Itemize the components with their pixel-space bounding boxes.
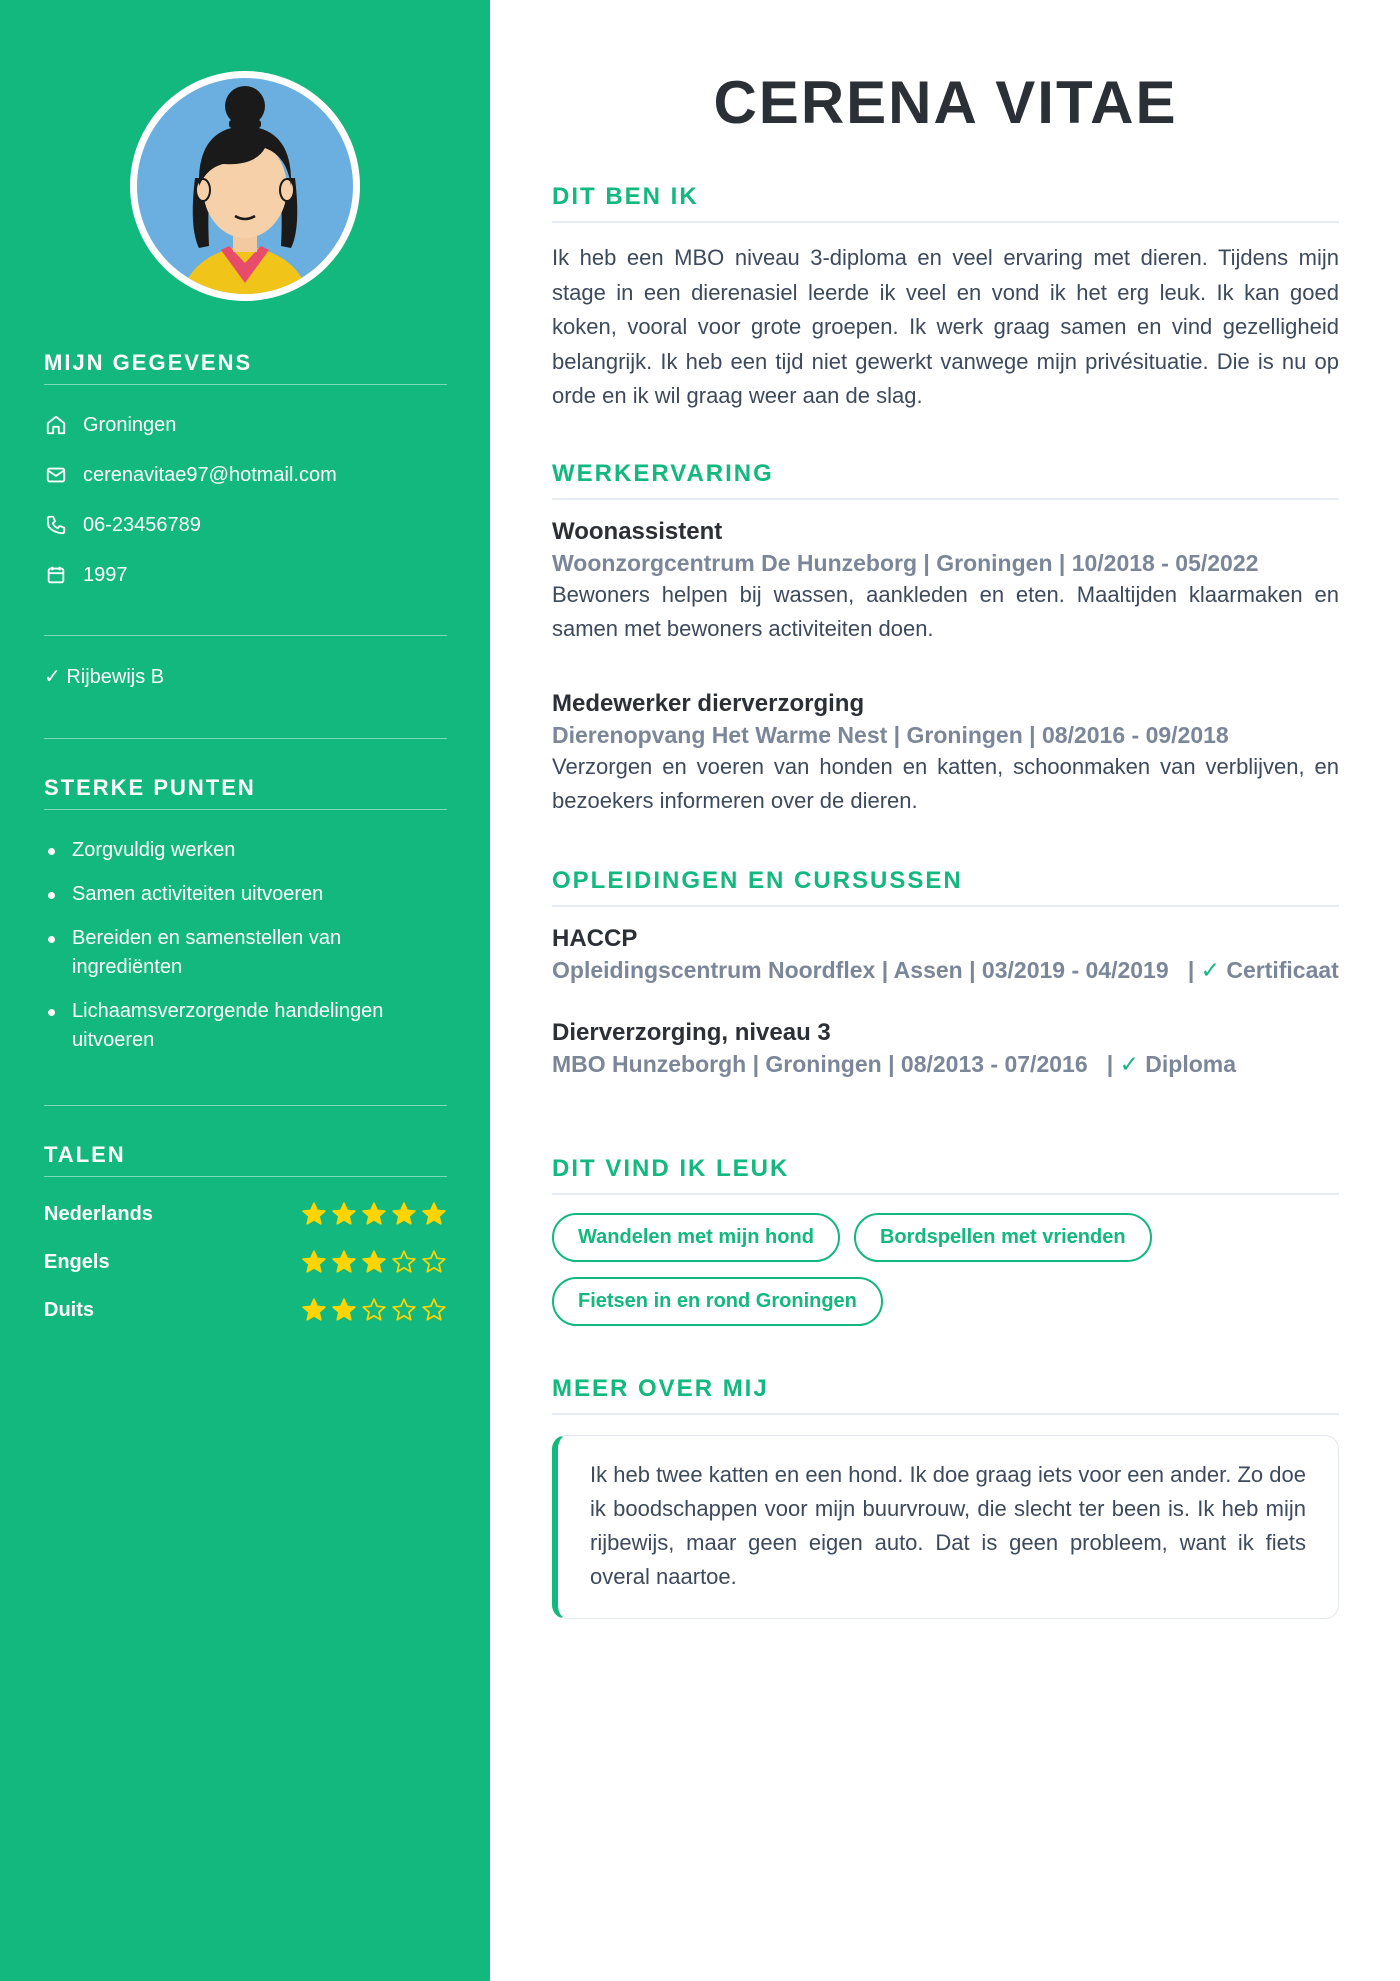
language-row <box>44 1295 447 1325</box>
divider <box>44 738 447 739</box>
about-heading: DIT BEN IK <box>552 183 1339 223</box>
hobby-tag: Wandelen met mijn hond <box>552 1213 840 1262</box>
meta-separator: | <box>1106 1051 1114 1077</box>
languages-section <box>44 1142 447 1343</box>
experience-entry <box>552 516 1339 646</box>
experience-section <box>552 460 1339 818</box>
divider <box>44 1105 447 1106</box>
education-section <box>552 867 1339 1079</box>
avatar <box>130 71 360 301</box>
strength-item: Zorgvuldig werken <box>44 836 447 865</box>
course-meta-text: Opleidingscentrum Noordflex | Assen | 03/2019 - 04/2019 <box>552 957 1169 983</box>
language-rating <box>301 1201 447 1227</box>
star-empty-icon <box>421 1249 447 1275</box>
strength-item: Bereiden en samenstellen van ingrediënten <box>44 924 447 982</box>
star-filled-icon <box>421 1201 447 1227</box>
main-content <box>552 0 1339 1981</box>
job-meta: Dierenopvang Het Warme Nest | Groningen | 08/2016 - 09/2018 <box>552 722 1229 748</box>
details-section <box>44 350 447 613</box>
course-badge: Diploma <box>1145 1051 1237 1077</box>
language-name: Nederlands <box>44 1202 153 1225</box>
star-filled-icon <box>301 1297 327 1323</box>
page-title: CERENA VITAE <box>713 69 1178 136</box>
job-meta: Woonzorgcentrum De Hunzeborg | Groningen | 10/2018 - 05/2022 <box>552 550 1259 576</box>
contact-email[interactable] <box>44 463 447 487</box>
home-icon <box>44 413 68 437</box>
check-icon: ✓ <box>1200 957 1220 983</box>
language-row <box>44 1199 447 1229</box>
strengths-section <box>44 775 447 1070</box>
star-empty-icon <box>421 1297 447 1323</box>
language-name: Engels <box>44 1250 110 1273</box>
hobby-tags <box>552 1213 1252 1326</box>
avatar-illustration <box>137 78 353 294</box>
hobby-tag: Fietsen in en rond Groningen <box>552 1277 883 1326</box>
job-description: Bewoners helpen bij wassen, aankleden en eten. Maaltijden klaarmaken en samen met bewoners activiteiten doen. <box>552 582 1339 641</box>
star-filled-icon <box>361 1201 387 1227</box>
star-filled-icon <box>361 1249 387 1275</box>
job-title: Woonassistent <box>552 518 723 545</box>
hobby-tag: Bordspellen met vrienden <box>854 1213 1152 1262</box>
experience-heading: WERKERVARING <box>552 460 1339 500</box>
language-rating <box>301 1249 447 1275</box>
job-description: Verzorgen en voeren van honden en katten, schoonmaken van verblijven, en bezoekers informeren over de dieren. <box>552 754 1339 813</box>
languages-heading: TALEN <box>44 1142 447 1177</box>
details-heading: MIJN GEGEVENS <box>44 350 447 385</box>
course-title: HACCP <box>552 925 638 952</box>
phone-icon <box>44 513 68 537</box>
course-meta-text: MBO Hunzeborgh | Groningen | 08/2013 - 07/2016 <box>552 1051 1088 1077</box>
course-meta <box>552 1049 1339 1079</box>
language-row <box>44 1247 447 1277</box>
location-text: Groningen <box>83 413 177 436</box>
phone-text[interactable]: 06-23456789 <box>83 513 201 536</box>
about-text: Ik heb een MBO niveau 3-diploma en veel ervaring met dieren. Tijdens mijn stage in een dierenasiel leerde ik veel en vond ik het erg leuk. Ik kan goed koken, vooral voor grote groepen. Ik werk graag samen en vind gezelligheid belangrijk. Ik heb een tijd niet gewerkt vanwege mijn privésituatie. Die is nu op orde en ik wil graag weer aan de slag. <box>552 245 1339 408</box>
star-filled-icon <box>391 1201 417 1227</box>
strengths-heading: STERKE PUNTEN <box>44 775 447 810</box>
star-filled-icon <box>331 1201 357 1227</box>
sidebar <box>0 0 490 1981</box>
hobbies-section <box>552 1155 1339 1326</box>
star-empty-icon <box>391 1249 417 1275</box>
calendar-icon <box>44 563 68 587</box>
more-about-box <box>552 1435 1339 1619</box>
hobbies-heading: DIT VIND IK LEUK <box>552 1155 1339 1195</box>
star-empty-icon <box>361 1297 387 1323</box>
contact-location <box>44 413 447 437</box>
education-heading: OPLEIDINGEN EN CURSUSSEN <box>552 867 1339 907</box>
mail-icon <box>44 463 68 487</box>
star-filled-icon <box>301 1201 327 1227</box>
about-section <box>552 183 1339 414</box>
check-icon: ✓ <box>1119 1051 1139 1077</box>
meta-separator: | <box>1187 957 1195 983</box>
course-meta <box>552 955 1339 985</box>
star-filled-icon <box>331 1249 357 1275</box>
more-about-text: Ik heb twee katten en een hond. Ik doe graag iets voor een ander. Zo doe ik boodschappen voor mijn buurvrouw, die slecht ter been is. Ik heb mijn rijbewijs, maar geen eigen auto. Dat is geen probleem, want ik fiets overal naartoe. <box>590 1462 1306 1589</box>
job-title: Medewerker dierverzorging <box>552 690 865 717</box>
education-entry <box>552 1017 1339 1079</box>
education-entry <box>552 923 1339 985</box>
star-filled-icon <box>331 1297 357 1323</box>
email-text[interactable]: cerenavitae97@hotmail.com <box>83 463 337 486</box>
language-name: Duits <box>44 1298 94 1321</box>
contact-birthyear <box>44 563 447 587</box>
star-filled-icon <box>301 1249 327 1275</box>
more-about-heading: MEER OVER MIJ <box>552 1375 1339 1415</box>
star-empty-icon <box>391 1297 417 1323</box>
strength-item: Lichaamsverzorgende handelingen uitvoeren <box>44 997 447 1055</box>
course-badge: Certificaat <box>1226 957 1339 983</box>
more-about-section <box>552 1375 1339 1619</box>
strength-item: Samen activiteiten uitvoeren <box>44 880 447 909</box>
contact-phone[interactable] <box>44 513 447 537</box>
drivers-license: ✓ Rijbewijs B <box>44 666 165 688</box>
course-title: Dierverzorging, niveau 3 <box>552 1019 831 1046</box>
divider <box>44 635 447 636</box>
birthyear-text: 1997 <box>83 563 128 586</box>
language-rating <box>301 1297 447 1323</box>
experience-entry <box>552 688 1339 818</box>
